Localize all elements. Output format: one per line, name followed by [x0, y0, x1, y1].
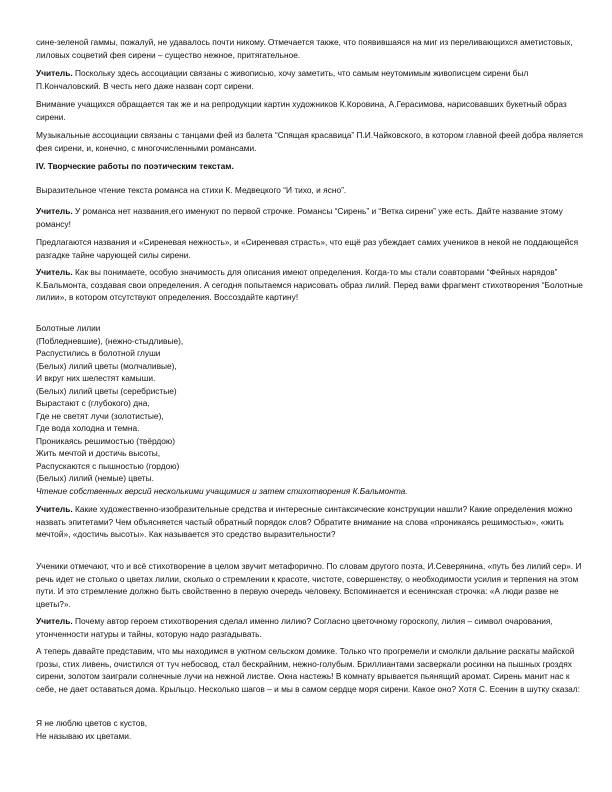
paragraph-text: Поскольку здесь ассоциации связаны с живописью, хочу заметить, что самым неутомимым живописцем сирени был П.Кончаловский. В честь него даже назван сорт сирени.	[36, 68, 529, 91]
poem-line: (Белых) лилий цветы (молчаливые),	[36, 360, 177, 371]
poem-line: (Побледневшие), (нежно-стыдливые),	[36, 335, 184, 346]
poem-line: (Белых) лилий цветы (серебристые)	[36, 385, 177, 396]
paragraph-music: Музыкальные ассоциации связаны с танцами фей из балета “Спящая красавица” П.И.Чайковского, в котором главной феей добра является фея сирени, и, конечно, с многочисленными романсами.	[36, 130, 584, 153]
poem-line: Не называю их цветами.	[36, 730, 132, 741]
poem-line: Болотные лилии	[36, 323, 101, 333]
speaker-label: Учитель.	[36, 68, 73, 78]
section-heading: IV. Творческие работы по поэтическим текстам.	[36, 161, 234, 171]
poem-line: Я не люблю цветов с кустов,	[36, 718, 148, 728]
poem-esenin	[36, 717, 584, 742]
paragraph-text: Какие художественно-изобразительные средства и интересные синтаксические конструкции нашли? Какие определения можно назвать эпитетами? Чем объясняется частый обратный порядок слов? Обратите внимание на слова «проникаясь решимостью», «жить мечтой», «достичь высоты». Как называется это средство выразительности?	[36, 504, 573, 539]
paragraph-text: Почему автор героем стихотворения сделал именно лилию? Согласно цветочному гороскопу, лилия – символ очарования, утонченности натуры и тайны, которую надо разгадывать.	[36, 616, 553, 639]
speaker-label: Учитель.	[36, 206, 73, 216]
speaker-label: Учитель.	[36, 616, 73, 626]
poem-line: Проникаясь решимостью (твёрдою)	[36, 435, 175, 446]
speaker-label: Учитель.	[36, 267, 73, 277]
paragraph-title-suggestions: Предлагаются названия и «Сиреневая нежность», и «Сиреневая страсть», что ещё раз убеждает самих учеников в некой не поддающейся разгадке тайне чарующей силы сирени.	[36, 237, 579, 260]
poem-line: Жить мечтой и достичь высоты,	[36, 448, 161, 458]
poem-reading-note: Чтение собственных версий несколькими учащимися и затем стихотворения К.Бальмонта.	[36, 485, 408, 496]
poem-line: (Белых) лилий (немые) цветы.	[36, 473, 154, 483]
paragraph-teacher-lily	[36, 615, 584, 640]
paragraph-students-metaphor: Ученики отмечают, что и всё стихотворение в целом звучит метафорично. По словам другого поэта, И.Северянина, «путь без лилий сер». И речь идет не столько о цветах лилии, сколько о стремлении к красоте, чистоте, совершенству, о необходимости усилия и терпения на этом пути. И это стремление должно быть свойственно в первую очередь человеку. Вспоминается и есенинская строчка: «А люди разве не цветы?».	[36, 561, 582, 609]
paragraph-village-house: А теперь давайте представим, что мы находимся в уютном сельском домике. Только что прогремели и смолкли дальние раскаты майской грозы, стих ливень, очистился от туч небосвод, стал бескрайним, нежно-голубым. Бриллиантами засверкали росинки на пышных гроздях сирени, золотом заиграли солнечные лучи на нежной листве. Окна настежь! В комнату врывается пьянящий аромат. Сирень манит нас к себе, не дает оставаться дома. Крыльцо. Несколько шагов – и мы в самом сердце моря сирени. Какое оно? Хотя С. Есенин в шутку сказал:	[36, 646, 580, 694]
paragraph-romance-reading: Выразительное чтение текста романса на стихи К. Медвецкого “И тихо, и ясно”.	[36, 185, 347, 195]
paragraph-text: Как вы понимаете, особую значимость для описания имеют определения. Когда-то мы стали соавторами “Фейных нарядов” К.Бальмонта, создавая свои определения. А сегодня попытаемся нарисовать образ лилий. Перед вами фрагмент стихотворения “Болотные лилии», в котором отсутствуют определения. Воссоздайте картину!	[36, 267, 583, 302]
paragraph-teacher-questions	[36, 503, 584, 541]
paragraph-teacher-konchalovsky	[36, 67, 584, 92]
poem-line: Где вода холодна и темна.	[36, 423, 140, 433]
paragraph-teacher-title	[36, 205, 584, 230]
paragraph-text: У романса нет названия,его именуют по первой строчке. Романсы “Сирень” и “Ветка сирени” уже есть. Дайте название этому романсу!	[36, 206, 563, 229]
paragraph-teacher-definitions	[36, 266, 584, 304]
speaker-label: Учитель.	[36, 504, 73, 514]
poem-line: Распускаются с пышностью (гордою)	[36, 460, 180, 471]
poem-marsh-lilies	[36, 322, 584, 497]
poem-line: И вкруг них шелестят камыши.	[36, 373, 156, 383]
poem-line: Где не светят лучи (золотистые),	[36, 410, 164, 421]
poem-line: Распустились в болотной глуши	[36, 348, 161, 358]
paragraph-painters: Внимание учащихся обращается так же и на репродукции картин художников К.Коровина, А.Герасимова, нарисовавших букетный образ сирени.	[36, 99, 567, 122]
poem-line: Вырастают с (глубокого) дна,	[36, 398, 150, 408]
paragraph-fairy-lilac: сине-зеленой гаммы, пожалуй, не удавалось почти никому. Отмечается также, что появившаяся на миг из переливающихся аметистовых, лиловых соцветий фея сирени – существо нежное, притягательное.	[36, 37, 573, 60]
